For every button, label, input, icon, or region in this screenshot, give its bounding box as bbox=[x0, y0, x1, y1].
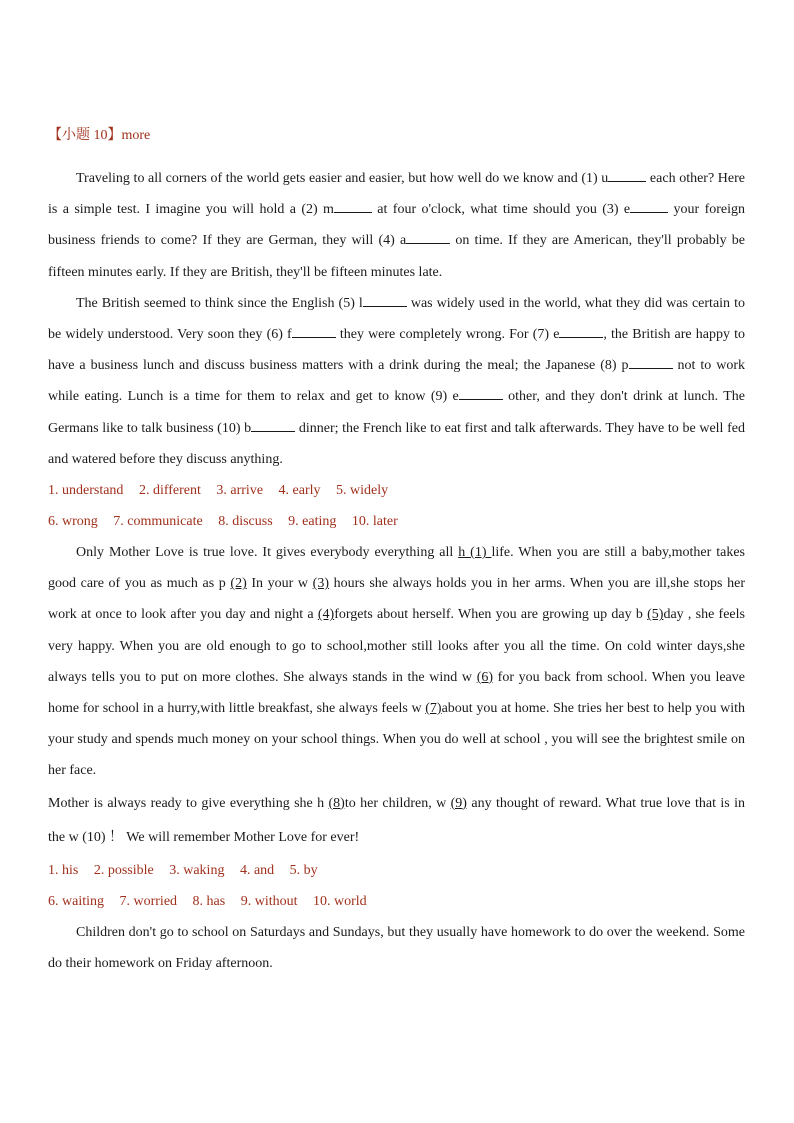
answer-item: 3. arrive bbox=[216, 483, 264, 499]
blank-line bbox=[251, 418, 295, 432]
passage-text: life. When you are still a baby,mother takes good care of you as much as p bbox=[48, 545, 745, 592]
answer-item: 5. by bbox=[289, 862, 318, 878]
passage-text: , the British are happy to have a business lunch and discuss business matters with a drink during the meal; the Japanese (8) p bbox=[48, 327, 745, 374]
blank-number: (5) bbox=[647, 607, 664, 623]
answer-row bbox=[48, 886, 745, 917]
document-page bbox=[48, 124, 745, 979]
blank-line bbox=[292, 324, 336, 338]
passage-text: In your w bbox=[246, 576, 313, 592]
answer-row bbox=[48, 506, 745, 537]
blank-number: (4) bbox=[317, 607, 335, 623]
passage-text: Mother is always ready to give everything she h bbox=[48, 795, 329, 811]
passage-text: each other? Here is a simple test. I imagine you will hold a (2) m bbox=[48, 171, 745, 218]
answer-item: 4. and bbox=[239, 862, 275, 878]
answer-item: 2. different bbox=[138, 483, 201, 499]
passage2-paragraph1 bbox=[48, 537, 745, 787]
blank-line bbox=[363, 293, 407, 307]
blank-line bbox=[334, 199, 372, 213]
blank-number: (2) bbox=[230, 576, 247, 592]
answer-item: 2. possible bbox=[93, 862, 154, 878]
passage-text: was widely used in the world, what they did was certain to be widely understood. Very soon they (6) f bbox=[48, 295, 745, 343]
passage-text: hours she always holds you in her arms. When you are ill,she stops her work at once to look after you day and night a bbox=[48, 576, 745, 623]
blank-number: (9) bbox=[450, 795, 467, 811]
answer-item: 5. widely bbox=[336, 483, 389, 499]
answer-row bbox=[48, 475, 745, 506]
passage-text: at four o'clock, what time should you (3) e bbox=[371, 202, 631, 218]
answer-item: 7. communicate bbox=[113, 514, 203, 530]
answer-item: 1. understand bbox=[48, 483, 124, 499]
passage-text: your foreign business friends to come? If they are German, they will (4) a bbox=[48, 202, 746, 249]
answer-item: 7. worried bbox=[119, 893, 178, 909]
blank-line bbox=[608, 168, 646, 182]
answer-item: 9. without bbox=[240, 893, 298, 909]
blank-line bbox=[406, 230, 450, 244]
passage-text: other, and they don't drink at lunch. The Germans like to talk business (10) b bbox=[48, 389, 745, 436]
answer-item: 9. eating bbox=[288, 514, 337, 530]
passage3-paragraph1: Children don't go to school on Saturdays and Sundays, but they usually have homework to do over the weekend. Some do their homework on Friday afternoon. bbox=[48, 924, 745, 971]
passage-text: day , she feels very happy. When you are old enough to go to school,mother still looks after you all the time. On cold winter days,she always tells you to put on more clothes. She always stands in the wind w bbox=[48, 607, 745, 685]
passage-text: on time. If they are American, they'll probably be fifteen minutes early. If they are British, they'll be fifteen minutes late. bbox=[48, 233, 745, 280]
passage-text: any thought of reward. What true love that is in the w (10) ！ We will remember Mother Love for ever! bbox=[48, 795, 745, 845]
blank-line bbox=[459, 386, 503, 400]
question-heading: 【小题 10】more bbox=[48, 128, 151, 143]
answer-item: 8. has bbox=[192, 893, 226, 909]
answer-row bbox=[48, 855, 745, 886]
answer-item: 10. later bbox=[351, 514, 398, 530]
blank-line bbox=[559, 324, 603, 338]
passage1-paragraph1 bbox=[48, 163, 745, 288]
blank-number: h (1) bbox=[458, 545, 492, 561]
answer-item: 1. his bbox=[48, 862, 79, 878]
answer-item: 6. wrong bbox=[48, 514, 98, 530]
passage-text: forgets about herself. When you are growing up day b bbox=[334, 607, 648, 623]
passage-text: to her children, w bbox=[344, 795, 451, 811]
answer-item: 3. waking bbox=[169, 862, 225, 878]
passage-text: The British seemed to think since the English (5) l bbox=[76, 295, 363, 311]
passage-text: Traveling to all corners of the world gets easier and easier, but how well do we know and (1) u bbox=[76, 171, 609, 186]
answer-item: 6. waiting bbox=[48, 893, 104, 909]
blank-number: (7) bbox=[425, 701, 442, 717]
answer-item: 8. discuss bbox=[218, 514, 273, 530]
blank-number: (6) bbox=[476, 669, 494, 685]
blank-line bbox=[629, 355, 673, 369]
blank-number: (8) bbox=[328, 795, 345, 811]
passage-text: about you at home. She tries her best to help you with your study and spends much money on your school things. When you do well at school , you will see the brightest smile on her face. bbox=[48, 701, 745, 779]
passage-text: dinner; the French like to eat first and talk afterwards. They have to be well fed and watered before they discuss anything. bbox=[48, 420, 745, 467]
answer-item: 4. early bbox=[278, 483, 321, 499]
answer-item: 10. world bbox=[313, 893, 367, 909]
blank-number: (3) bbox=[312, 576, 329, 592]
blank-line bbox=[630, 199, 668, 213]
passage-text: they were completely wrong. For (7) e bbox=[335, 327, 560, 343]
passage2-paragraph2 bbox=[48, 787, 745, 855]
passage-text: for you back from school. When you leave home for school in a hurry,with little breakfast, she always feels w bbox=[48, 669, 745, 717]
passage-text: Only Mother Love is true love. It gives everybody everything all bbox=[76, 545, 459, 561]
passage-text: not to work while eating. Lunch is a time for them to relax and get to know (9) e bbox=[48, 358, 745, 405]
passage1-paragraph2 bbox=[48, 288, 745, 475]
